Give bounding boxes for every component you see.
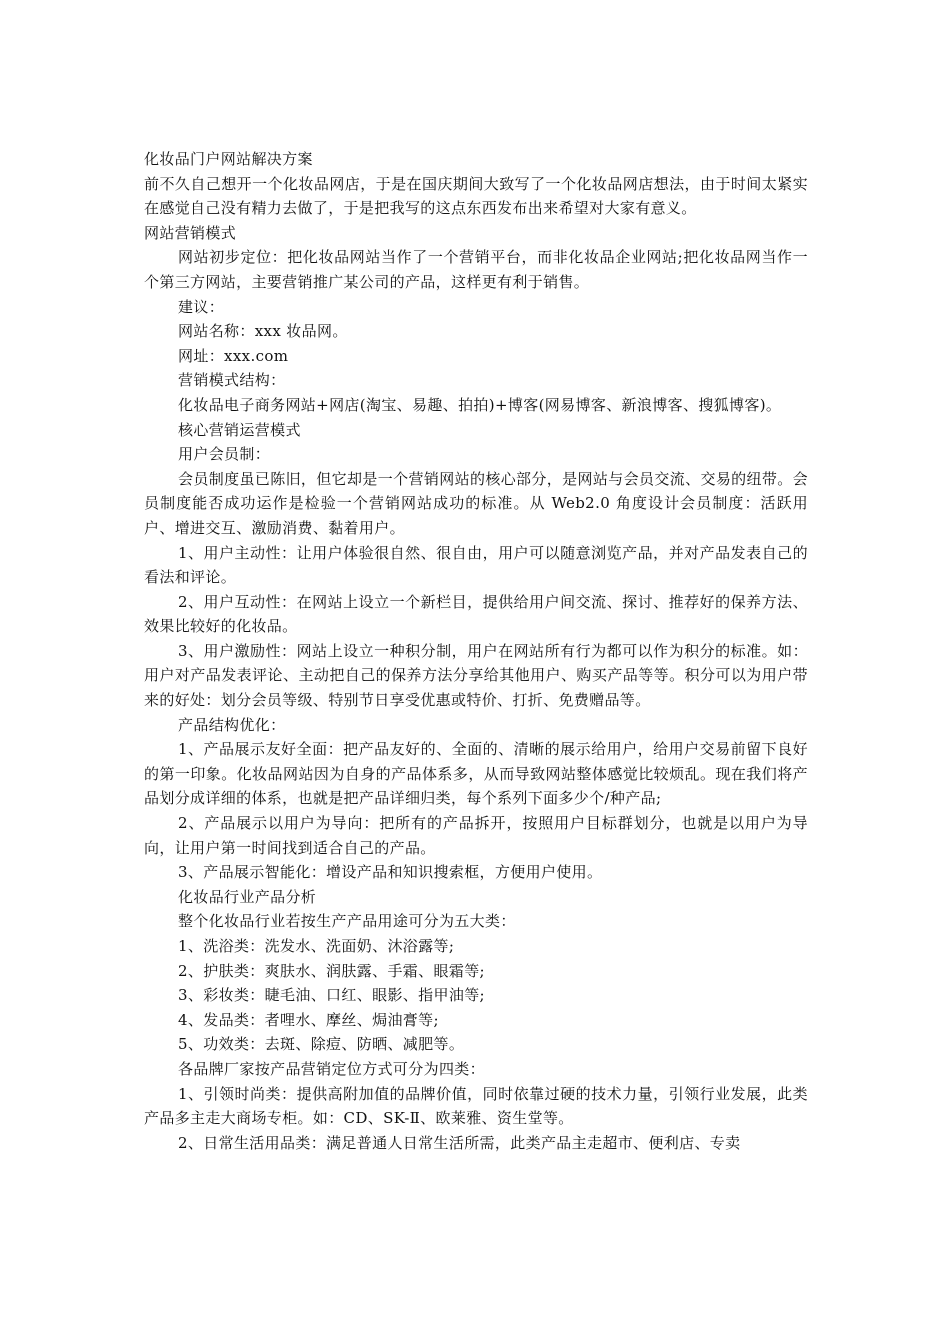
list-item-category-makeup: 3、彩妆类：睫毛油、口红、眼影、指甲油等; xyxy=(178,986,485,1005)
paragraph-site-url: 网址：xxx.com xyxy=(178,346,289,365)
list-item-category-bath: 1、洗浴类：洗发水、洗面奶、沐浴露等; xyxy=(178,937,455,955)
list-item-product-display: 1、产品展示友好全面：把产品友好的、全面的、清晰的展示给用户，给用户交易前留下良好的第一印象。化妆品网站因为自身的产品体系多，从而导致网站整体感觉比较烦乱。现在我们将产品划分成详细的体系，也就是把产品详细归类，每个系列下面多少个/种产品; xyxy=(144,740,808,808)
section-heading-core-operation: 核心营销运营模式 xyxy=(178,420,301,439)
paragraph-five-categories: 整个化妆品行业若按生产产品用途可分为五大类： xyxy=(178,912,516,931)
paragraph-four-brand-types: 各品牌厂家按产品营销定位方式可分为四类： xyxy=(178,1059,486,1078)
list-item-category-functional: 5、功效类：去斑、除痘、防晒、减肥等。 xyxy=(178,1035,465,1054)
paragraph-model-structure-label: 营销模式结构： xyxy=(178,371,286,390)
list-item-category-hair: 4、发品类：者哩水、摩丝、焗油膏等; xyxy=(178,1010,439,1029)
document-body xyxy=(144,147,808,1155)
section-heading-product-structure: 产品结构优化： xyxy=(178,715,286,734)
list-item-category-skincare: 2、护肤类：爽肤水、润肤露、手霜、眼霜等; xyxy=(178,961,485,980)
list-item-user-interaction: 2、用户互动性：在网站上设立一个新栏目，提供给用户间交流、探讨、推荐好的保养方法、效果比较好的化妆品。 xyxy=(144,592,808,636)
list-item-user-initiative: 1、用户主动性：让用户体验很自然、很自由，用户可以随意浏览产品，并对产品发表自己的看法和评论。 xyxy=(144,543,808,587)
list-item-user-incentive: 3、用户激励性：网站上设立一种积分制，用户在网站所有行为都可以作为积分的标准。如：用户对产品发表评论、主动把自己的保养方法分享给其他用户、购买产品等等。积分可以为用户带来的好处：划分会员等级、特别节日享受优惠或特价、打折、免费赠品等。 xyxy=(144,641,808,710)
paragraph-positioning: 网站初步定位：把化妆品网站当作了一个营销平台，而非化妆品企业网站;把化妆品网当作一个第三方网站，主要营销推广某公司的产品，这样更有利于销售。 xyxy=(144,248,808,291)
list-item-smart-display: 3、产品展示智能化：增设产品和知识搜索框，方便用户使用。 xyxy=(178,863,603,882)
document-title: 化妆品门户网站解决方案 xyxy=(144,150,313,168)
section-heading-marketing-model: 网站营销模式 xyxy=(144,223,237,242)
paragraph-intro: 前不久自己想开一个化妆品网店，于是在国庆期间大致写了一个化妆品网店想法，由于时间太紧实在感觉自己没有精力去做了，于是把我写的这点东西发布出来希望对大家有意义。 xyxy=(144,174,808,218)
section-heading-membership: 用户会员制： xyxy=(178,445,271,464)
paragraph-suggestion-label: 建议： xyxy=(178,297,225,316)
list-item-user-oriented: 2、产品展示以用户为导向：把所有的产品拆开，按照用户目标群划分，也就是以用户为导向，让用户第一时间找到适合自己的产品。 xyxy=(144,814,808,857)
paragraph-membership: 会员制度虽已陈旧，但它却是一个营销网站的核心部分，是网站与会员交流、交易的纽带。会员制度能否成功运作是检验一个营销网站成功的标准。从 Web2.0 角度设计会员制度：活跃用户、增进交互、激励消费、黏着用户。 xyxy=(144,469,808,537)
section-heading-industry-analysis: 化妆品行业产品分析 xyxy=(178,887,317,906)
paragraph-model-structure: 化妆品电子商务网站+网店(淘宝、易趣、拍拍)+博客(网易博客、新浪博客、搜狐博客)。 xyxy=(178,395,782,414)
list-item-brand-fashion: 1、引领时尚类：提供高附加值的品牌价值，同时依靠过硬的技术力量，引领行业发展，此类产品多主走大商场专柜。如：CD、SK-Ⅱ、欧莱雅、资生堂等。 xyxy=(144,1084,808,1128)
list-item-brand-daily-use: 2、日常生活用品类：满足普通人日常生活所需，此类产品主走超市、便利店、专卖 xyxy=(178,1133,741,1152)
paragraph-site-name: 网站名称：xxx 妆品网。 xyxy=(178,322,348,341)
